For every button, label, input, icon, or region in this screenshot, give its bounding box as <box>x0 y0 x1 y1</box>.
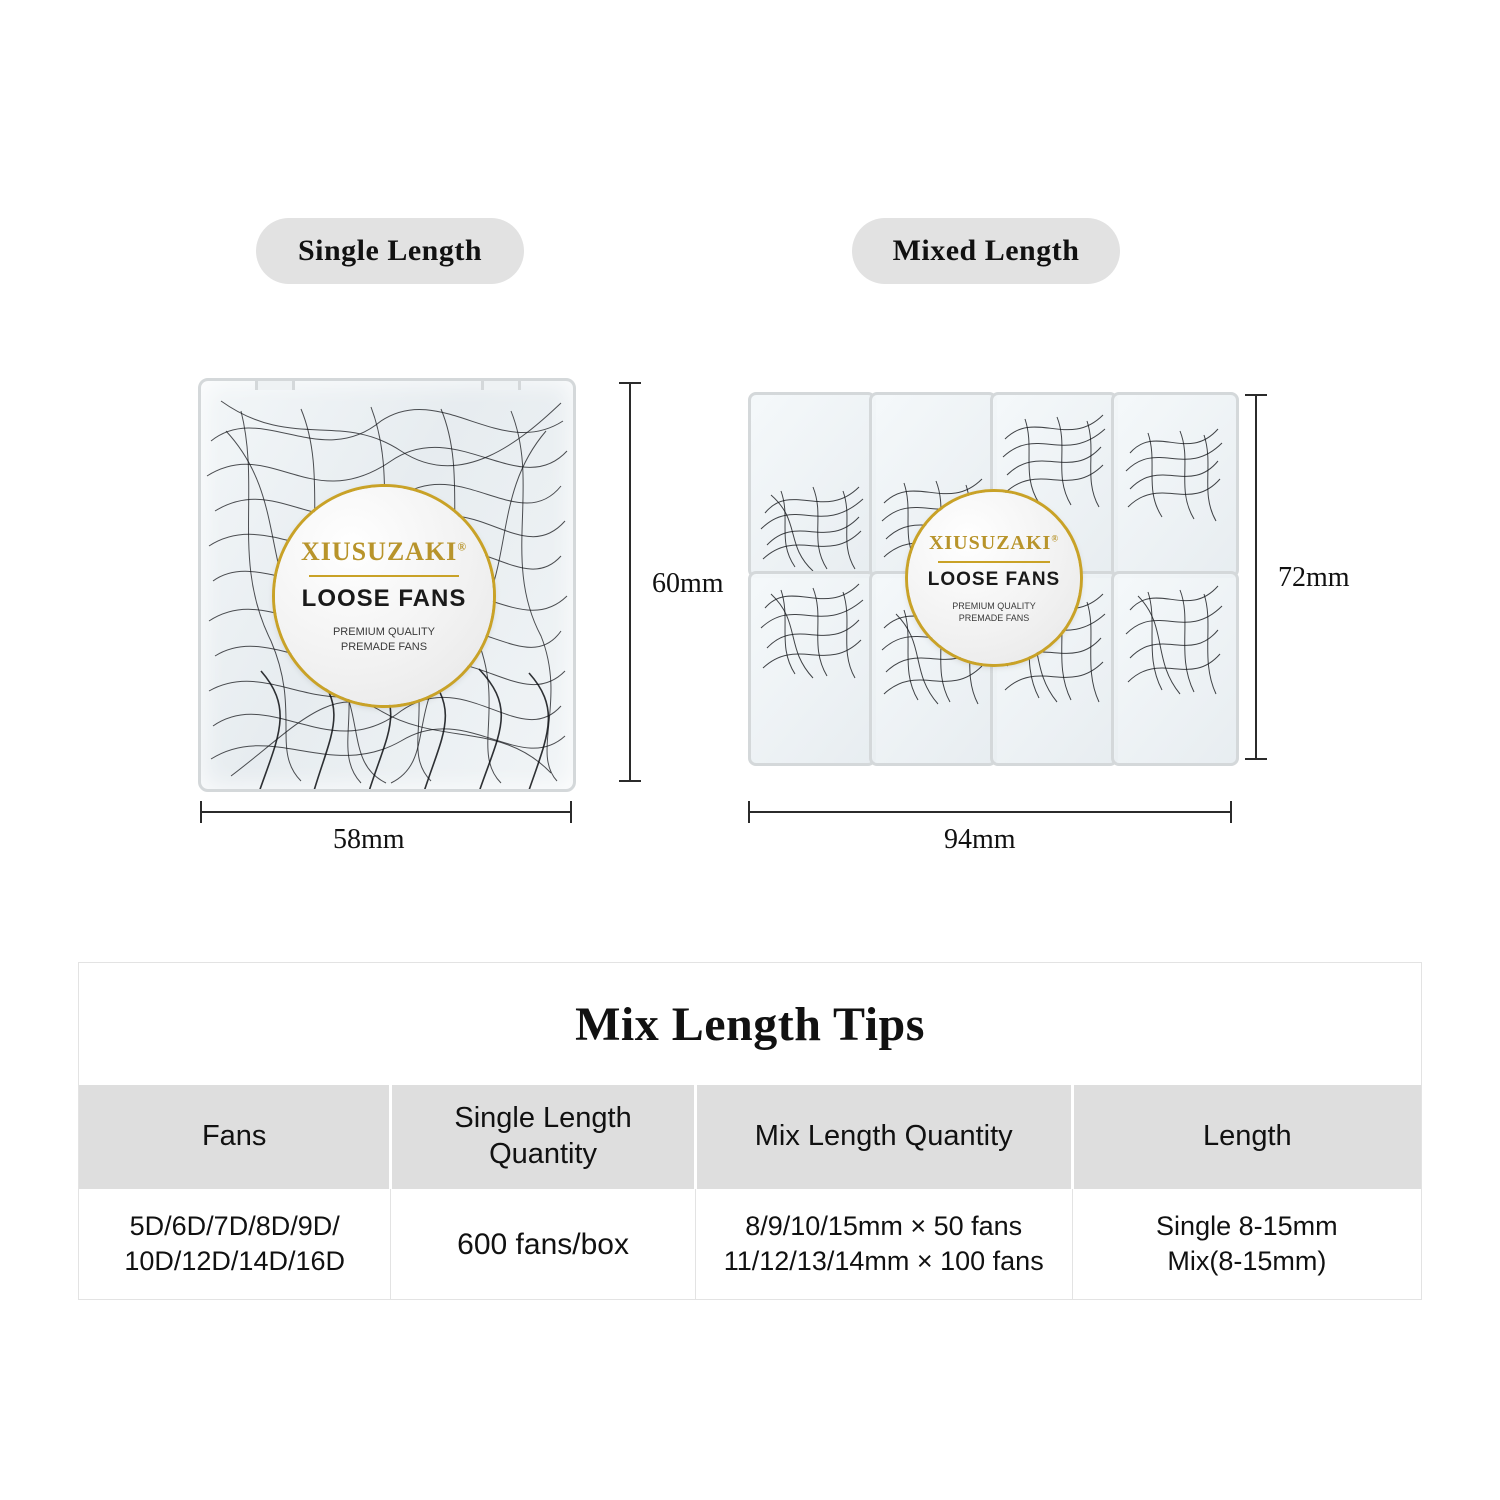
tagline-line-2: PREMADE FANS <box>958 613 1030 623</box>
cell-length-line-1: Single 8-15mm <box>1156 1210 1338 1241</box>
brand-name-text: XIUSUZAKI <box>928 531 1052 554</box>
disc-divider <box>938 561 1050 563</box>
product-tagline <box>333 625 435 655</box>
cell-single-length-quantity: 600 fans/box <box>391 1189 695 1299</box>
cell-fans-line-1: 5D/6D/7D/8D/9D/ <box>129 1210 340 1241</box>
dimension-cap-top <box>619 382 641 384</box>
dimension-line <box>629 382 631 782</box>
label-mixed-length-text: Mixed Length <box>892 234 1080 267</box>
dimension-line-mixed-height <box>1244 394 1268 760</box>
tagline-line-1: PREMIUM QUALITY <box>332 626 436 639</box>
dimension-cap-right <box>1230 801 1232 823</box>
dimension-cap-bottom <box>619 780 641 782</box>
lash-fans-cluster <box>751 395 873 575</box>
dimension-cap-top <box>1245 394 1267 396</box>
label-single-length <box>256 218 524 284</box>
cell-mix-quantity-line-2: 11/12/13/14mm × 100 fans <box>723 1246 1044 1276</box>
brand-name <box>929 532 1059 555</box>
single-box-brand-disc <box>275 487 493 705</box>
mix-length-tips-title: Mix Length Tips <box>79 963 1421 1085</box>
lash-fans-cluster <box>1114 395 1236 575</box>
column-header-fans: Fans <box>79 1085 391 1189</box>
cell-length-line-2: Mix(8-15mm) <box>1167 1246 1327 1276</box>
dimension-line-single-width <box>200 800 572 824</box>
registered-mark-icon: ® <box>1051 533 1060 544</box>
table-header-row <box>79 1085 1421 1189</box>
label-single-length-text: Single Length <box>297 234 483 267</box>
lash-fans-cluster <box>1114 574 1236 763</box>
cell-fans <box>79 1189 391 1299</box>
compartment <box>748 392 876 578</box>
dimension-label-single-width: 58mm <box>333 824 405 855</box>
column-header-length: Length <box>1072 1085 1421 1189</box>
cell-fans-line-2: 10D/12D/14D/16D <box>124 1246 345 1276</box>
column-header-single-length-quantity <box>391 1085 695 1189</box>
mix-length-tips-panel <box>78 962 1422 1300</box>
brand-name <box>301 537 467 567</box>
product-tagline <box>952 600 1036 624</box>
brand-name-text: XIUSUZAKI <box>300 537 458 567</box>
disc-divider <box>309 575 459 577</box>
label-mixed-length <box>852 218 1120 284</box>
dimension-line <box>1255 394 1257 760</box>
mixed-box-brand-disc <box>908 492 1080 664</box>
cell-mix-quantity-line-1: 8/9/10/15mm × 50 fans <box>745 1210 1023 1241</box>
cell-length <box>1072 1189 1421 1299</box>
dimension-cap-left <box>748 801 750 823</box>
dimension-label-mixed-width: 94mm <box>944 824 1016 855</box>
tagline-line-1: PREMIUM QUALITY <box>952 600 1036 611</box>
dimension-line <box>200 811 572 813</box>
dimension-cap-left <box>200 801 202 823</box>
lash-fans-cluster <box>751 574 873 763</box>
dimension-cap-right <box>570 801 572 823</box>
compartment <box>748 571 876 766</box>
product-name: LOOSE FANS <box>927 568 1061 590</box>
column-header-mix-length-quantity: Mix Length Quantity <box>695 1085 1072 1189</box>
column-header-line-1: Single Length <box>454 1102 632 1134</box>
compartment <box>1111 392 1239 578</box>
dimension-cap-bottom <box>1245 758 1267 760</box>
dimension-line-mixed-width <box>748 800 1232 824</box>
table-row <box>79 1189 1421 1299</box>
registered-mark-icon: ® <box>457 540 468 554</box>
dimension-label-single-height: 60mm <box>652 568 724 599</box>
mix-length-tips-table <box>79 1085 1421 1299</box>
compartment <box>1111 571 1239 766</box>
dimension-line-single-height <box>618 382 642 782</box>
cell-mix-length-quantity <box>695 1189 1072 1299</box>
tagline-line-2: PREMADE FANS <box>340 641 428 653</box>
dimension-label-mixed-height: 72mm <box>1278 562 1350 593</box>
dimension-line <box>748 811 1232 813</box>
column-header-line-2: Quantity <box>489 1137 598 1170</box>
product-name: LOOSE FANS <box>301 585 467 613</box>
